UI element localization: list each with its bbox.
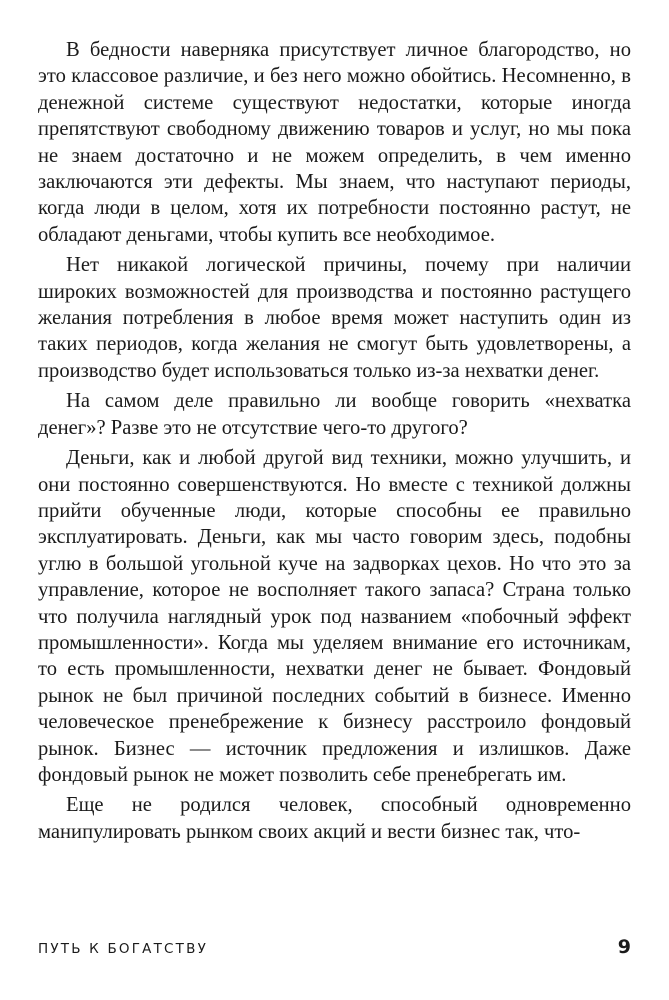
page-number: 9 — [617, 936, 631, 958]
paragraph: Деньги, как и любой другой вид техники, можно улучшить, и они постоянно совершенствуются. Но вместе с техникой должны прийти обученные люди, которые способны ее правильно эксплуатировать. Деньги, как мы часто говорим здесь, подобны углю в большой угольной куче на задворках цехов. Но что это за управление, которое не восполняет такого запаса? Страна только что получила наглядный урок под названием «побочный эффект промышленности». Когда мы уделяем внимание его источникам, то есть промышленности, нехватки денег не бывает. Фондовый рынок не был причиной последних событий в бизнесе. Именно человеческое пренебрежение к бизнесу расстроило фондовый рынок. Бизнес — источник предложения и излишков. Даже фондовый рынок не может позволить себе пренебрегать им. — [38, 447, 631, 786]
page-footer — [38, 936, 631, 958]
paragraph: На самом деле правильно ли вообще говорить «нехватка денег»? Разве это не отсутствие чего-то другого? — [38, 390, 631, 439]
body-text — [38, 37, 631, 845]
running-title: ПУТЬ К БОГАТСТВУ — [38, 941, 209, 957]
paragraph: Нет никакой логической причины, почему при наличии широких возможностей для производства и постоянно растущего желания потребления в любое время может наступить один из таких периодов, когда желания не смогут быть удовлетворены, а производство будет использоваться только из-за нехватки денег. — [38, 254, 631, 382]
paragraph: Еще не родился человек, способный одновременно манипулировать рынком своих акций и вести бизнес так, что- — [38, 794, 631, 843]
paragraph: В бедности наверняка присутствует личное благородство, но это классовое различие, и без него можно обойтись. Несомненно, в денежной системе существуют недостатки, которые иногда препятствуют свободному движению товаров и услуг, но мы пока не знаем достаточно и не можем определить, в чем именно заключаются эти дефекты. Мы знаем, что наступают периоды, когда люди в целом, хотя их потребности постоянно растут, не обладают деньгами, чтобы купить все необходимое. — [38, 39, 631, 246]
